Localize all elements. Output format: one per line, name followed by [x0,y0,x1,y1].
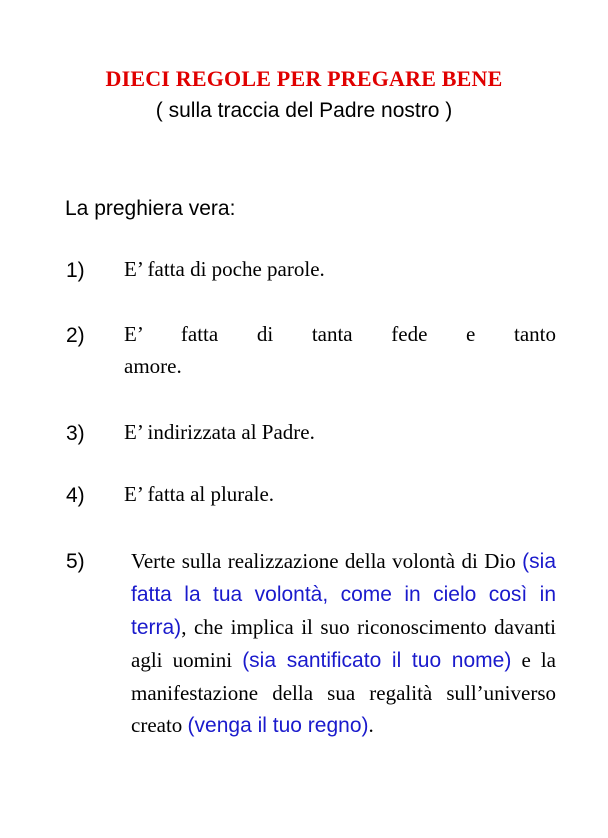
item-number: 4) [66,484,85,507]
item-number: 5) [66,550,85,573]
page-subtitle: ( sulla traccia del Padre nostro ) [155,99,453,122]
page-title: DIECI REGOLE PER PREGARE BENE [105,66,503,91]
item-number: 1) [66,259,85,282]
gospel-quote: (sia fatta la tua volontà, come in cielo così in terra) [131,550,556,639]
item-number: 2) [66,324,85,347]
item-text-continued: amore. [124,354,182,378]
item-number: 3) [66,422,85,445]
item-text-part: , che implica il suo riconoscimento davanti agli uomini [131,615,556,672]
item-text-part: e la manifestazione della sua regalità sull’universo creato [131,648,557,737]
item-text: E’ fatta di poche parole. [124,257,325,281]
item-text-part: Verte sulla realizzazione della volontà di Dio [131,549,516,573]
intro-text: La preghiera vera: [65,197,236,220]
item-text: E’ indirizzata al Padre. [124,420,315,444]
item-text [131,545,556,742]
gospel-quote: (venga il tuo regno) [187,714,369,737]
item-text: E’ fatta al plurale. [124,482,275,506]
gospel-quote: (sia santificato il tuo nome) [242,649,512,672]
item-text: E’ fatta di tanta fede e tanto [124,322,556,346]
item-text-part: . [368,713,374,737]
